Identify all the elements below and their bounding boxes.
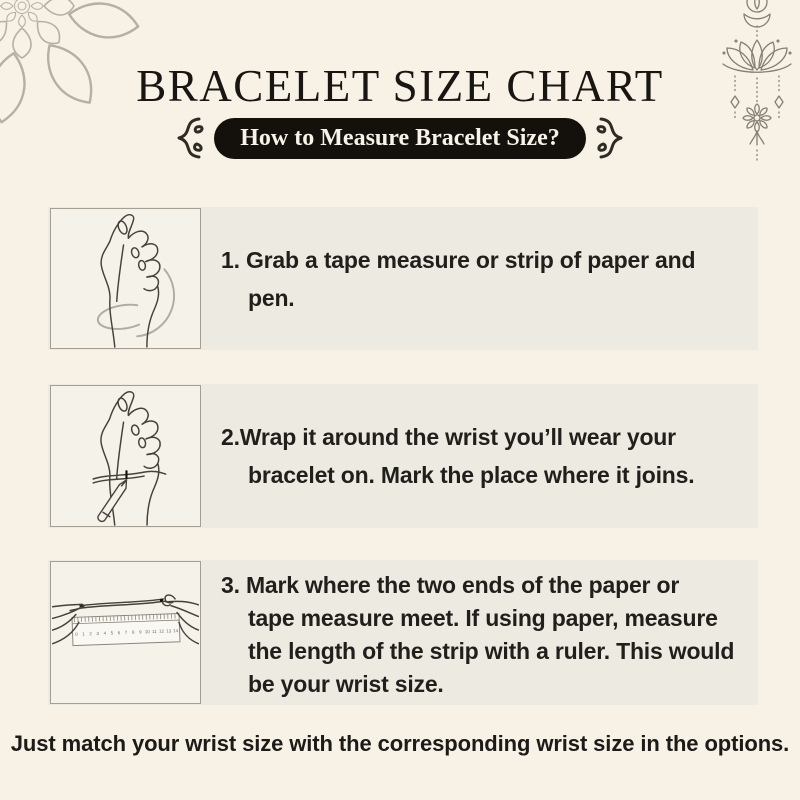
step-2 [48,384,758,528]
step-1-line-1: 1. Grab a tape measure or strip of paper and [221,247,696,273]
ruler-number: 9 [138,629,142,635]
step-2-illustration-box [50,385,201,527]
step-1 [48,207,758,350]
ruler-number: 0 [75,631,78,637]
ruler-number: 5 [110,630,114,636]
ruler-number: 3 [96,630,100,636]
flourish-left-icon [171,116,205,160]
step-1-text [201,207,695,350]
ruler-number: 12 [158,628,165,634]
fist-hand-icon [52,209,199,348]
hands-ruler-icon [52,562,199,703]
ruler-number: 6 [117,630,121,636]
flourish-right-icon [595,116,629,160]
step-2-text [201,384,694,528]
step-3-line-3: the length of the strip with a ruler. This would [248,638,735,664]
step-3-line-2: tape measure meet. If using paper, measure [248,605,718,631]
ruler-number: 10 [144,629,150,635]
step-3-illustration-box [50,561,201,704]
ruler-number: 4 [103,630,107,636]
step-2-line-1: 2.Wrap it around the wrist you’ll wear your [221,424,676,450]
ruler-number: 14 [173,628,179,634]
ruler-number: 1 [82,631,85,637]
ruler-number: 8 [131,629,135,635]
step-3-line-1: 3. Mark where the two ends of the paper or [221,572,680,598]
step-2-line-2: bracelet on. Mark the place where it joins. [248,462,695,488]
subtitle-badge: How to Measure Bracelet Size? [214,118,585,159]
subtitle-row [0,116,800,160]
step-3 [48,560,758,705]
ruler-number: 13 [166,628,172,634]
ruler-number: 7 [124,629,128,635]
hand-pen-icon [52,386,199,526]
ruler-number: 2 [89,631,92,637]
step-1-illustration-box [50,208,201,349]
page-title: BRACELET SIZE CHART [136,61,664,111]
step-3-text [201,560,734,705]
ruler-number: 11 [152,628,157,635]
step-1-line-2: pen. [248,285,295,311]
footer-note: Just match your wrist size with the corresponding wrist size in the options. [10,731,790,756]
step-3-line-4: be your wrist size. [248,671,444,697]
